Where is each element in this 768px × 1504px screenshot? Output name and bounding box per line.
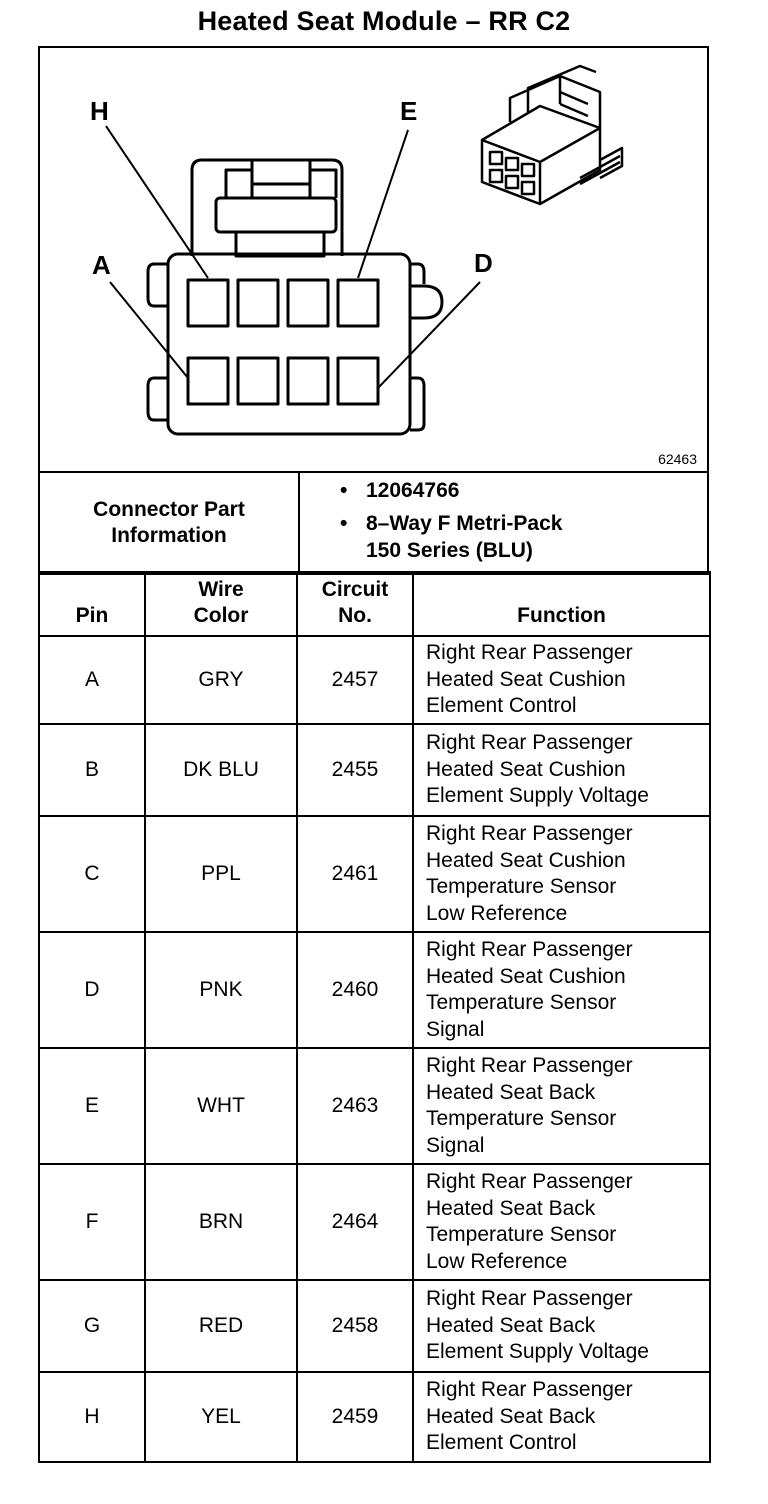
page-title: Heated Seat Module – RR C2 xyxy=(197,6,571,36)
pin-cell: D xyxy=(39,932,145,1048)
right-key xyxy=(410,286,442,318)
pin-cell: H xyxy=(39,1372,145,1462)
info-label-line2: Information xyxy=(111,524,227,547)
connector-face-drawing xyxy=(40,48,707,473)
part-number: 12064766 xyxy=(366,479,460,502)
function-cell xyxy=(413,816,710,932)
wire-color-cell: WHT xyxy=(145,1048,297,1164)
function-line: Element Control xyxy=(426,1431,577,1455)
function-cell xyxy=(413,932,710,1048)
pin-cell: F xyxy=(39,1164,145,1280)
leader-e xyxy=(358,130,408,278)
circuit-cell: 2458 xyxy=(297,1280,413,1372)
right-ear-bottom xyxy=(410,378,424,430)
pin-label-a: A xyxy=(92,250,111,280)
circuit-cell: 2460 xyxy=(297,932,413,1048)
wire-color-cell: PPL xyxy=(145,816,297,932)
function-line: Right Rear Passenger xyxy=(426,1378,633,1402)
function-line: Heated Seat Cushion xyxy=(426,757,626,781)
cavity-f-top xyxy=(288,280,328,326)
wire-color-cell: BRN xyxy=(145,1164,297,1280)
circuit-cell: 2464 xyxy=(297,1164,413,1280)
latch-clip xyxy=(252,160,310,184)
pin-label-e: E xyxy=(400,96,418,126)
pin-label-h: H xyxy=(90,96,109,126)
function-line: Temperature Sensor xyxy=(426,1223,617,1246)
function-line: Temperature Sensor xyxy=(426,875,617,898)
wire-color-cell: YEL xyxy=(145,1372,297,1462)
connector-3d-illustration xyxy=(482,66,622,204)
latch-left xyxy=(226,170,252,198)
function-line: Heated Seat Back xyxy=(426,1080,596,1104)
function-line: Temperature Sensor xyxy=(426,1107,617,1130)
left-ear-bottom xyxy=(148,378,168,420)
figure-number: 62463 xyxy=(658,451,697,467)
table-row xyxy=(39,1372,710,1462)
connector-part-info xyxy=(38,471,709,575)
function-cell xyxy=(413,1164,710,1280)
cavity-e xyxy=(338,280,378,326)
function-cell xyxy=(413,1372,710,1462)
header-function: Function xyxy=(413,572,710,636)
info-label-line1: Connector Part xyxy=(93,498,245,521)
function-line: Right Rear Passenger xyxy=(426,731,633,755)
cavity-g-top xyxy=(238,280,278,326)
pin-cell: C xyxy=(39,816,145,932)
header-circuit-no: Circuit No. xyxy=(297,572,413,636)
function-line: Heated Seat Back xyxy=(426,1404,596,1428)
table-row xyxy=(39,1048,710,1164)
pin-cell: B xyxy=(39,724,145,816)
latch-tab xyxy=(216,198,336,232)
pin-cell: G xyxy=(39,1280,145,1372)
table-row xyxy=(39,1164,710,1280)
function-cell xyxy=(413,1048,710,1164)
function-cell xyxy=(413,724,710,816)
function-line: Heated Seat Cushion xyxy=(426,667,626,691)
table-header-row xyxy=(39,572,710,636)
bullet: • xyxy=(340,512,348,535)
function-line: Right Rear Passenger xyxy=(426,1054,633,1077)
function-line: Right Rear Passenger xyxy=(426,1170,633,1193)
table-row xyxy=(39,1280,710,1372)
circuit-cell: 2457 xyxy=(297,636,413,724)
function-line: Heated Seat Back xyxy=(426,1313,596,1337)
pin-cell: A xyxy=(39,636,145,724)
header-wire-color: Wire Color xyxy=(145,572,297,636)
circuit-cell: 2463 xyxy=(297,1048,413,1164)
circuit-cell: 2459 xyxy=(297,1372,413,1462)
function-line: Signal xyxy=(426,1017,485,1041)
wire-color-cell: DK BLU xyxy=(145,724,297,816)
right-ear-top xyxy=(410,264,424,284)
pin-label-d: D xyxy=(474,248,493,278)
left-ear-top xyxy=(148,264,168,306)
cavity-c xyxy=(288,358,328,404)
table-row xyxy=(39,636,710,724)
circuit-cell: 2455 xyxy=(297,724,413,816)
function-line: Element Supply Voltage xyxy=(426,784,649,808)
function-line: Low Reference xyxy=(426,1249,568,1273)
function-line: Right Rear Passenger xyxy=(426,641,633,665)
pin-table xyxy=(38,571,711,1463)
wire-color-cell: RED xyxy=(145,1280,297,1372)
connector-part-info-label xyxy=(40,473,300,573)
function-line: Element Control xyxy=(426,694,577,718)
wire-color-cell: PNK xyxy=(145,932,297,1048)
function-line: Element Supply Voltage xyxy=(426,1340,649,1364)
function-line: Right Rear Passenger xyxy=(426,1287,633,1311)
leader-d xyxy=(378,282,480,388)
function-line: Temperature Sensor xyxy=(426,991,617,1014)
function-line: Right Rear Passenger xyxy=(426,822,633,845)
connector-description-line1: 8–Way F Metri-Pack xyxy=(366,512,563,535)
header-pin: Pin xyxy=(39,572,145,636)
circuit-cell: 2461 xyxy=(297,816,413,932)
cavity-h xyxy=(188,280,228,326)
table-row xyxy=(39,724,710,816)
table-row xyxy=(39,816,710,932)
function-line: Right Rear Passenger xyxy=(426,938,633,961)
function-line: Heated Seat Cushion xyxy=(426,964,626,988)
function-cell xyxy=(413,1280,710,1372)
function-line: Signal xyxy=(426,1133,485,1157)
cavity-a xyxy=(188,358,228,404)
wire-color-cell: GRY xyxy=(145,636,297,724)
latch-right xyxy=(310,170,336,198)
connector-part-info-values xyxy=(300,477,562,564)
bullet: • xyxy=(340,479,348,502)
cavity-d xyxy=(338,358,378,404)
cavity-b xyxy=(238,358,278,404)
function-line: Heated Seat Back xyxy=(426,1196,596,1220)
connector-diagram xyxy=(38,46,709,473)
table-row xyxy=(39,932,710,1048)
function-cell xyxy=(413,636,710,724)
function-line: Heated Seat Cushion xyxy=(426,848,626,872)
pin-cell: E xyxy=(39,1048,145,1164)
function-line: Low Reference xyxy=(426,901,568,925)
connector-description-line2: 150 Series (BLU) xyxy=(366,539,533,562)
